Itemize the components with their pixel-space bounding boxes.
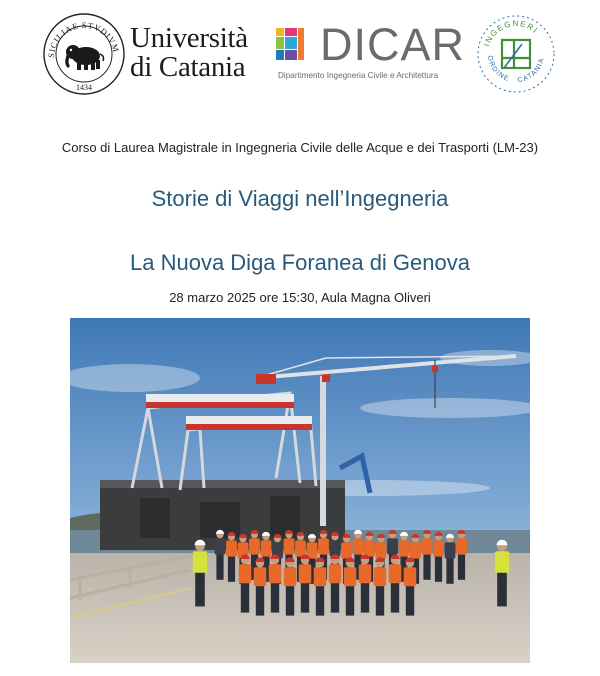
group-photo-breakwater-site <box>70 318 530 663</box>
event-title: La Nuova Diga Foranea di Genova <box>130 250 470 275</box>
dicar-color-mark-icon <box>276 28 316 66</box>
dicar-subtitle: Dipartimento Ingegneria Civile e Architettura <box>278 71 439 80</box>
ordine-seal-top-text: INGEGNERI <box>482 18 541 48</box>
ordine-seal-right-text: CATANIA <box>517 56 546 85</box>
unict-name-line2: di Catania <box>130 51 246 83</box>
dicar-wordmark: DICAR <box>320 19 466 70</box>
ordine-seal-left-text: ORDINE <box>485 55 511 84</box>
seal-year: 1434 <box>76 83 92 92</box>
course-name: Corso di Laurea Magistrale in Ingegneria Civile delle Acque e dei Trasporti (LM-23) <box>61 140 539 155</box>
event-date-venue: 28 marzo 2025 ore 15:30, Aula Magna Oliveri <box>169 290 431 305</box>
unict-name-line1: Università <box>130 22 248 54</box>
seal-text: SICILIAE STVDIVM <box>45 19 122 59</box>
series-title: Storie di Viaggi nell’Ingegneria <box>151 186 449 211</box>
ordine-ingegneri-seal-logo <box>474 12 558 96</box>
unict-seal-logo <box>42 12 126 96</box>
unict-wordmark <box>130 24 248 82</box>
